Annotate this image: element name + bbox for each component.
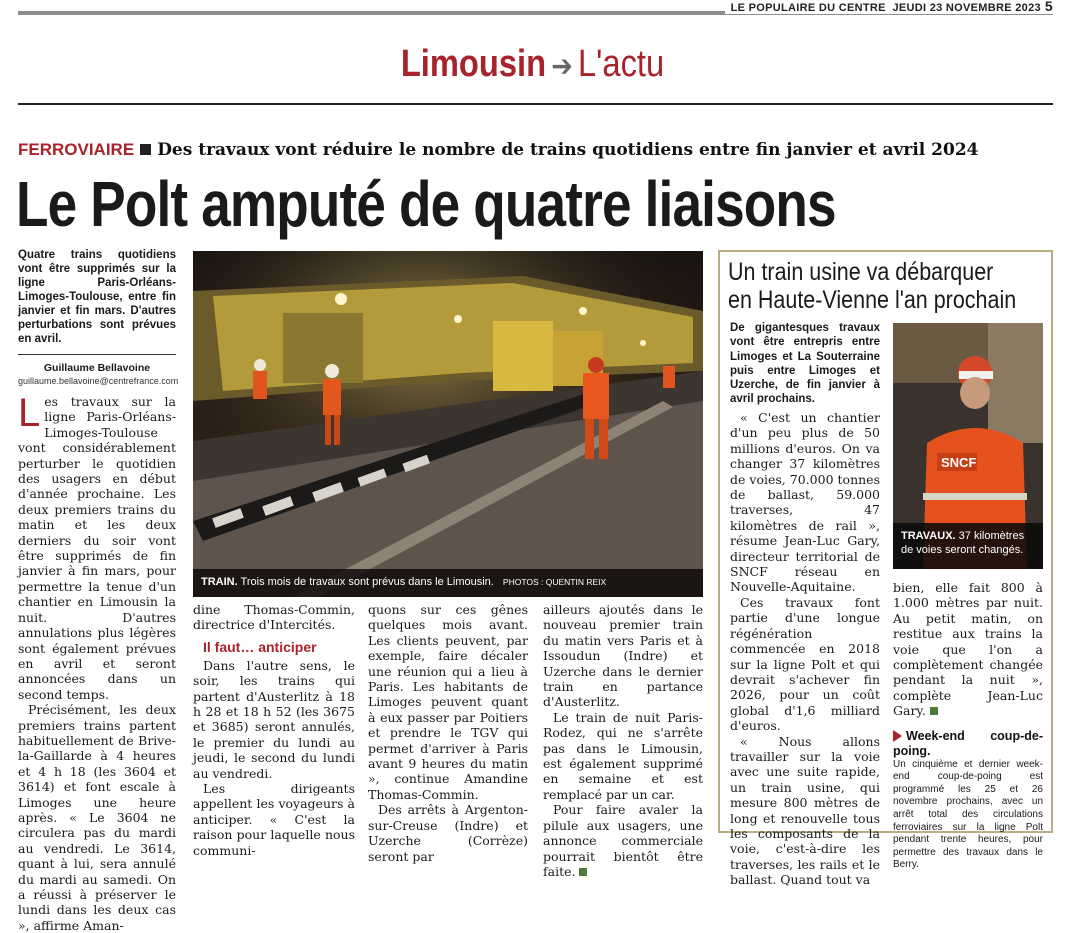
end-mark-icon [930,707,938,715]
sidebar-photo [893,323,1043,569]
article-intro: Quatre trains quotidiens vont être supprimés sur la ligne Paris-Orléans-Limoges-Toulouse, entre fin janvier et fin mars. D'autres perturbations sont prévues en avril. [18,249,176,345]
paragraph: es travaux sur la ligne Paris-Orléans-Limoges-Toulouse vont considérablement perturber le quotidien des usagers en début d'année prochaine. Les deux premiers trains du matin et les deux derniers du soir vont être supprimés de fin janvier à fin mars, pour permettre la tenue d'un chantier en Limousin la nuit. D'autres annulations plus légères sont également prévues en avril et seront annoncées dans un second temps. [18,394,176,702]
sidebar-column-2 [893,580,1043,872]
byline-email[interactable]: guillaume.bellavoine@centrefrance.com [18,376,179,386]
article-column-1 [18,391,176,933]
sidebar-photo-caption [893,523,1043,569]
paragraph: dine Thomas-Commin, directrice d'Intercités. [193,602,355,633]
drop-cap: L [18,391,41,435]
page-number: 5 [1044,0,1053,14]
main-photo [193,251,703,597]
kicker [18,140,979,160]
paragraph: Le train de nuit Paris-Rodez, qui ne s'arrête pas dans le Limousin, est également supprimé en semaine et est remplacé par un car. [543,709,703,802]
paragraph: Des arrêts à Argenton-sur-Creuse (Indre) et Uzerche (Corrèze) seront par [368,802,528,864]
section-subname: L'actu [577,43,665,85]
end-mark-icon [579,868,587,876]
photo-caption [193,569,703,597]
paragraph: Ces travaux font partie d'une longue régénération commencée en 2018 sur la ligne Polt et qui devrait s'achever fin 2026, pour un coût global d'1,6 milliard d'euros. [730,594,880,734]
article-column-2 [193,602,355,858]
subheading: Il faut… anticiper [203,638,317,655]
paper-name: LE POPULAIRE DU CENTRE [730,2,886,14]
vest-logo-text: SNCF [941,455,977,470]
weekend-brief [893,729,1043,872]
section-name: Limousin [400,43,547,85]
paragraph [893,580,1043,719]
photo-credit: PHOTOS : QUENTIN REIX [502,577,607,587]
article-column-4 [543,602,703,879]
caption-label: TRAVAUX. [901,530,956,542]
sidebar-title-line: Un train usine va débarquer [728,258,994,286]
sidebar-title [728,258,1017,314]
byline-rule [18,354,176,355]
caption-text: Trois mois de travaux sont prévus dans le Limousin. [240,576,494,588]
weekend-text: Un cinquième et dernier week-end coup-de-poing est programmé les 25 et 26 novembre prochains, avec un arrêt total des circulations ferroviaires sur la ligne Polt pendant trente heures, pour permettre des travaux dans le Berry. [893,758,1043,871]
sidebar-title-line: en Haute-Vienne l'an prochain [728,286,1017,314]
caption-text: 37 kilomètres de voies seront changés. [901,530,1025,556]
paragraph [543,802,703,879]
article-column-3 [368,602,528,864]
issue-date: JEUDI 23 NOVEMBRE 2023 [892,2,1041,14]
paragraph-text: Pour faire avaler la pilule aux usagers, une annonce commerciale pourrait bientôt être faite. [543,802,703,879]
paragraph: Précisément, les deux premiers trains partent habituellement de Brive-la-Gaillarde à 4 heures et 4 h 18 (les 3604 et 3614) et font escale à Limoges une heure après. « Le 3604 ne circulera pas du mardi au vendredi. Le 3614, quant à lui, sera annulé du mardi au samedi. On a réussi à préserver le lundi dans les deux cas », affirme Aman- [18,702,176,933]
paragraph: « Nous allons travailler sur la voie avec une suite rapide, un train usine, qui mesure 800 mètres de long et renouvelle tous les composants de la voie, c'est-à-dire les traverses, les rails et le ballast. Quand tout va [730,733,880,888]
kicker-deck: Des travaux vont réduire le nombre de trains quotidiens entre fin janvier et avril 2024 [157,140,979,160]
paragraph-text: bien, elle fait 800 à 1.000 mètres par nuit. Au petit matin, on restitue aux trains la voie que l'on a complètement changée pendant la nuit », complète Jean-Luc Gary. [893,580,1043,719]
paragraph: ailleurs ajoutés dans le nouveau premier train du matin vers Paris et à Issoudun (Indre) et Uzerche dans le dernier train en partance d'Austerlitz. [543,602,703,710]
section-header [75,42,991,89]
sidebar-column-1 [730,410,880,888]
sidebar-intro: De gigantesques travaux vont être entrepris entre Limoges et La Souterraine puis entre Limoges et Uzerche, de fin janvier à avril prochains. [730,322,880,406]
header-rule [18,103,1053,105]
weekend-heading-text: Week-end coup-de-poing. [893,728,1043,758]
arrow-right-icon [893,730,902,742]
headline: Le Polt amputé de quatre liaisons [16,168,836,240]
railway-night-photo [193,251,703,597]
arrow-right-icon: ➔ [551,50,573,83]
caption-label: TRAIN. [201,576,238,588]
square-bullet-icon [140,144,151,155]
folio [725,0,1053,14]
kicker-tag: FERROVIAIRE [18,140,135,159]
byline-author: Guillaume Bellavoine [43,362,151,374]
paragraph: quons sur ces gênes quelques mois avant. Les clients peuvent, par exemple, faire décaler une réunion qui a lieu à Paris. Les habitants de Limoges peuvent quant à eux passer par Poitiers et prendre le TGV qui permet d'arriver à Paris avant 9 heures du matin », continue Amandine Thomas-Commin. [368,602,528,802]
paragraph: « C'est un chantier d'un peu plus de 50 millions d'euros. On va changer 37 kilomètres de voies, 70.000 tonnes de ballast, 59.000 traverses, 47 kilomètres de rail », résume Jean-Luc Gary, directeur territorial de SNCF réseau en Nouvelle-Aquitaine. [730,410,880,595]
weekend-heading [893,729,1043,759]
paragraph: Dans l'autre sens, le soir, les trains qui partent d'Austerlitz à 18 h 28 et 18 h 52 (les 3675 et 3685) seront annulés, le premier du lundi au jeudi, le second du lundi au vendredi. [193,657,355,781]
paragraph: Les dirigeants appellent les voyageurs à anticiper. « C'est la raison pour laquelle nous communi- [193,781,355,858]
